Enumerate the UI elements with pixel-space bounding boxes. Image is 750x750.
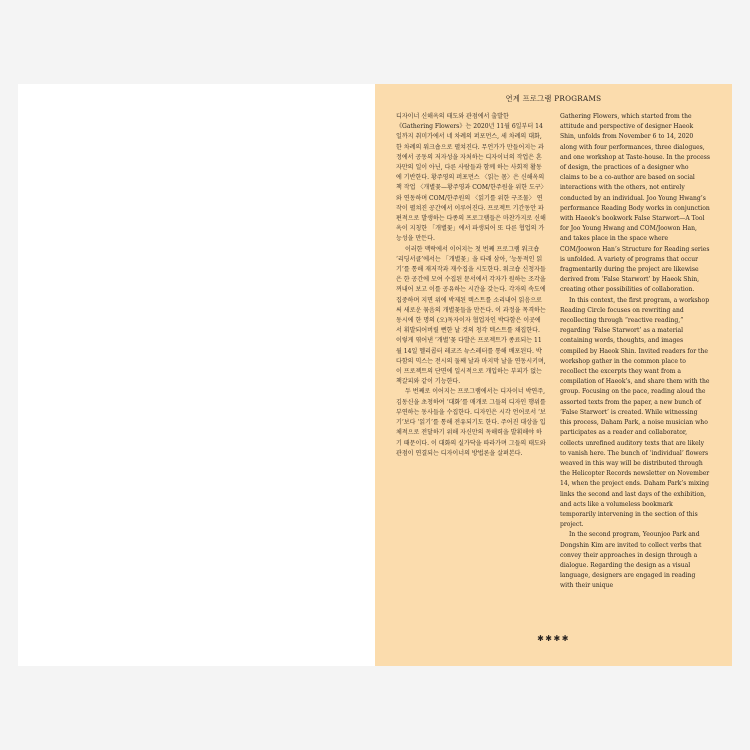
- english-text-column: [560, 112, 710, 592]
- english-paragraph: Gathering Flowers, which started from the attitude and perspective of designer Haeok Shin, unfolds from November 6 to 14, 2020 along with four performances, three dialogues, and one workshop at Taste-house. In the process of design, the practices of a designer who claims to be a co-author are based on social interactions with the others, not entirely conducted by an individual. Joo Young Hwang’s performance Reading Body works in conjunction with Haeok’s bookwork False Starwort—A Tool for Joo Young Hwang and COM/Joowon Han, and takes place in the space where COM/Joowon Han’s Structure for Reading series is unfolded. A variety of programs that occur fragmentarily during the project are likewise derived from ‘False Starwort’ by Haeok Shin, creating other possibilities of collaboration.: [560, 113, 710, 294]
- korean-paragraph: 디자이너 신해옥의 태도와 관점에서 출발한 《Gathering Flowers》는 2020년 11월 6일부터 14일까지 취미가에서 네 차례의 퍼포먼스, 세 차례의 대화, 한 차례의 워크숍으로 펼쳐진다. 무언가가 만들어지는 과정에서 공동의 저자성을 자처하는 디자이너의 작업은 혼자만의 일이 아닌, 다른 사람들과 함께 하는 사회적 활동에 기반한다. 황주영의 퍼포먼스 〈읽는 몸〉은 신해옥의 책 작업 〈개별꽃—황주영과 COM/한주원을 위한 도구〉와 연동하며 COM/한주원의 〈읽기를 위한 구조물〉 연작이 펼쳐진 공간에서 이루어진다. 프로젝트 기간동안 파편적으로 발생하는 다종의 프로그램들은 마찬가지로 신해옥이 지칭한 「개별꽃」에서 파생되어 또 다른 협업의 가능성을 만든다.: [396, 113, 546, 243]
- english-paragraph: In this context, the first program, a workshop Reading Circle focuses on rewriting and recollecting through “reactive reading,” regarding ‘False Starwort’ as a material containing words, thoughts, and images compiled by Haeok Shin. Invited readers for the workshop gather in the common place to recollect the excerpts they want from a compilation of Haeok’s, and share them with the group. Focusing on the pace, reading aloud the assorted texts from the paper, a new bunch of ‘False Starwort’ is created. While witnessing this process, Daham Park, a noise musician who participates as a reader and collaborator, collects unrefined auditory texts that are likely to vanish here. The bunch of ‘individual’ flowers weaved in this way will be distributed through the Helicopter Records newsletter on November 14, when the project ends. Daham Park’s mixing links the second and last days of the exhibition, and acts like a volumeless bookmark temporarily intervening in the section of this project.: [560, 296, 710, 529]
- korean-text-column: [396, 112, 546, 459]
- english-paragraph: In the second program, Yeounjoo Park and Dongshin Kim are invited to collect verbs that convey their approaches in design through a dialogue. Regarding the design as a visual language, designers are engaged in reading with their unique: [560, 531, 702, 590]
- page-header: 연계 프로그램 PROGRAMS: [505, 94, 602, 103]
- left-page-blank: [18, 84, 375, 666]
- korean-paragraph: 두 번째로 이어지는 프로그램에서는 디자이너 박연주, 김동신을 초청하여 ‘대화’를 매개로 그들의 디자인 행위를 부연하는 동사들을 수집한다. 디자인은 시각 언어로서 ‘보기’보다 ‘읽기’를 통해 전유되기도 한다. 주어진 대상을 입체적으로 전달하기 위해 자신만의 독해력을 발휘해야 하기 때문이다. 이 대화의 실가닥을 따라가며 그들의 태도와 관점이 연결되는 디자이너의 방법론을 살펴본다.: [396, 388, 546, 457]
- ornament-stars: ✱✱✱✱: [537, 634, 570, 643]
- korean-paragraph: 이러한 맥락에서 이어지는 첫 번째 프로그램 워크숍 ‘리딩서클’에서는 「개별꽃」을 타래 삼아, ‘능동적인 읽기’를 통해 재저작과 재수집을 시도한다. 워크숍 신청자들은 한 공간에 모여 수집된 문서에서 각자가 원하는 조각을 꺼내어 보고 이를 공유하는 시간을 갖는다. 각자의 속도에 집중하며 지면 위에 박제된 텍스트를 소리내어 읽음으로써 새로운 묶음의 개별꽃들을 만든다. 이 과정을 목격하는 동시에 한 명의 (오)독자이자 협업자인 박다함은 이곳에서 휘발되어버릴 뻔한 날 것의 청각 텍스트를 채집한다. 이렇게 엮어낸 ‘개별’꽃 다발은 프로젝트가 종료되는 11월 14일 헬리콥터 레코즈 뉴스레터를 통해 배포된다. 박다함의 믹스는 전시의 둘째 날과 마지막 날을 연동시키며, 이 프로젝트의 단면에 일시적으로 개입하는 부피가 없는 책갈피와 같이 기능한다.: [396, 245, 546, 386]
- right-page: [375, 84, 732, 666]
- book-spread: [18, 84, 732, 666]
